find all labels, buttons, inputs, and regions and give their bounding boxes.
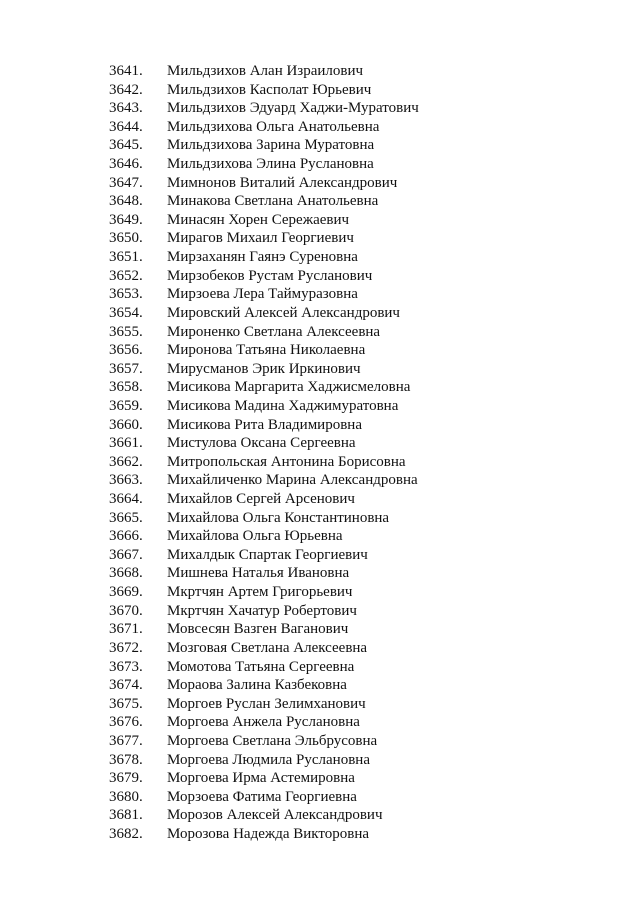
list-item bbox=[109, 267, 419, 286]
list-item bbox=[109, 285, 419, 304]
list-item bbox=[109, 155, 419, 174]
entry-number: 3665. bbox=[109, 509, 143, 526]
list-item bbox=[109, 378, 419, 397]
entry-number: 3682. bbox=[109, 825, 143, 842]
entry-number: 3646. bbox=[109, 156, 143, 173]
entry-name: Митропольская Антонина Борисовна bbox=[167, 453, 406, 470]
entry-name: Момотова Татьяна Сергеевна bbox=[167, 658, 355, 675]
entry-name: Морзоева Фатима Георгиевна bbox=[167, 788, 357, 805]
list-item bbox=[109, 323, 419, 342]
list-item bbox=[109, 192, 419, 211]
entry-name: Мировский Алексей Александрович bbox=[167, 304, 400, 321]
entry-number: 3662. bbox=[109, 453, 143, 470]
entry-name: Михайлова Ольга Юрьевна bbox=[167, 528, 343, 545]
list-item bbox=[109, 806, 419, 825]
entry-number: 3670. bbox=[109, 602, 143, 619]
entry-name: Мовсесян Вазген Ваганович bbox=[167, 621, 349, 638]
entry-number: 3642. bbox=[109, 81, 143, 98]
list-item bbox=[109, 713, 419, 732]
entry-number: 3681. bbox=[109, 807, 143, 824]
entry-number: 3656. bbox=[109, 342, 143, 359]
name-list bbox=[109, 62, 419, 844]
entry-name: Мильдзихова Элина Руслановна bbox=[167, 156, 374, 173]
entry-name: Михалдык Спартак Георгиевич bbox=[167, 546, 368, 563]
entry-name: Михайлова Ольга Константиновна bbox=[167, 509, 390, 526]
list-item bbox=[109, 304, 419, 323]
entry-number: 3674. bbox=[109, 677, 143, 694]
entry-number: 3658. bbox=[109, 379, 143, 396]
entry-name: Моргоев Руслан Зелимханович bbox=[167, 695, 366, 712]
entry-number: 3668. bbox=[109, 565, 143, 582]
list-item bbox=[109, 825, 419, 844]
entry-number: 3660. bbox=[109, 416, 143, 433]
entry-name: Моргоева Ирма Астемировна bbox=[167, 770, 355, 787]
entry-number: 3666. bbox=[109, 528, 143, 545]
entry-name: Мильдзихов Алан Израилович bbox=[167, 63, 364, 79]
list-item bbox=[109, 471, 419, 490]
entry-number: 3653. bbox=[109, 286, 143, 303]
entry-name: Мкртчян Хачатур Робертович bbox=[167, 602, 357, 619]
list-item bbox=[109, 341, 419, 360]
list-item bbox=[109, 211, 419, 230]
entry-number: 3654. bbox=[109, 304, 143, 321]
list-item bbox=[109, 583, 419, 602]
list-item bbox=[109, 769, 419, 788]
list-item bbox=[109, 602, 419, 621]
entry-name: Мисикова Рита Владимировна bbox=[167, 416, 362, 433]
entry-name: Моргоева Светлана Эльбрусовна bbox=[167, 732, 378, 749]
list-item bbox=[109, 453, 419, 472]
entry-number: 3659. bbox=[109, 397, 143, 414]
entry-name: Моргоева Людмила Руслановна bbox=[167, 751, 370, 768]
entry-number: 3647. bbox=[109, 174, 143, 191]
entry-name: Морозова Надежда Викторовна bbox=[167, 825, 370, 842]
entry-name: Мирусманов Эрик Иркинович bbox=[167, 360, 361, 377]
entry-number: 3672. bbox=[109, 639, 143, 656]
entry-number: 3673. bbox=[109, 658, 143, 675]
list-item bbox=[109, 788, 419, 807]
entry-number: 3651. bbox=[109, 249, 143, 266]
entry-name: Мораова Залина Казбековна bbox=[167, 677, 347, 694]
list-item bbox=[109, 118, 419, 137]
entry-number: 3680. bbox=[109, 788, 143, 805]
entry-name: Мирзоева Лера Таймуразовна bbox=[167, 286, 358, 303]
list-item bbox=[109, 81, 419, 100]
entry-name: Мирзаханян Гаянэ Суреновна bbox=[167, 249, 358, 266]
list-item bbox=[109, 658, 419, 677]
entry-name: Михайлов Сергей Арсенович bbox=[167, 491, 355, 508]
list-item bbox=[109, 639, 419, 658]
list-item bbox=[109, 695, 419, 714]
entry-name: Минакова Светлана Анатольевна bbox=[167, 193, 379, 210]
list-item bbox=[109, 62, 419, 81]
entry-number: 3664. bbox=[109, 491, 143, 508]
entry-number: 3679. bbox=[109, 770, 143, 787]
entry-number: 3649. bbox=[109, 211, 143, 228]
entry-number: 3675. bbox=[109, 695, 143, 712]
entry-name: Мистулова Оксана Сергеевна bbox=[167, 435, 356, 452]
list-item bbox=[109, 99, 419, 118]
entry-number: 3669. bbox=[109, 584, 143, 601]
list-item bbox=[109, 229, 419, 248]
list-item bbox=[109, 416, 419, 435]
entry-number: 3641. bbox=[109, 63, 143, 79]
entry-name: Михайличенко Марина Александровна bbox=[167, 472, 418, 489]
list-item bbox=[109, 490, 419, 509]
entry-number: 3663. bbox=[109, 472, 143, 489]
entry-number: 3643. bbox=[109, 100, 143, 117]
entry-number: 3676. bbox=[109, 714, 143, 731]
entry-number: 3667. bbox=[109, 546, 143, 563]
list-item bbox=[109, 546, 419, 565]
list-item bbox=[109, 248, 419, 267]
entry-name: Мирагов Михаил Георгиевич bbox=[167, 230, 354, 247]
list-item bbox=[109, 676, 419, 695]
entry-name: Мозговая Светлана Алексеевна bbox=[167, 639, 368, 656]
list-item bbox=[109, 397, 419, 416]
entry-number: 3661. bbox=[109, 435, 143, 452]
entry-name: Мильдзихов Эдуард Хаджи-Муратович bbox=[167, 100, 419, 117]
entry-name: Моргоева Анжела Руслановна bbox=[167, 714, 360, 731]
entry-name: Мирзобеков Рустам Русланович bbox=[167, 267, 373, 284]
entry-name: Морозов Алексей Александрович bbox=[167, 807, 383, 824]
entry-number: 3645. bbox=[109, 137, 143, 154]
entry-name: Мисикова Мадина Хаджимуратовна bbox=[167, 397, 399, 414]
entry-name: Мишнева Наталья Ивановна bbox=[167, 565, 350, 582]
list-item bbox=[109, 527, 419, 546]
entry-number: 3644. bbox=[109, 118, 143, 135]
entry-name: Мильдзихов Касполат Юрьевич bbox=[167, 81, 372, 98]
list-item bbox=[109, 136, 419, 155]
entry-name: Минасян Хорен Сережаевич bbox=[167, 211, 350, 228]
list-item bbox=[109, 564, 419, 583]
list-item bbox=[109, 509, 419, 528]
list-item bbox=[109, 751, 419, 770]
entry-number: 3678. bbox=[109, 751, 143, 768]
entry-number: 3655. bbox=[109, 323, 143, 340]
list-item bbox=[109, 434, 419, 453]
list-item bbox=[109, 620, 419, 639]
entry-number: 3652. bbox=[109, 267, 143, 284]
entry-name: Мкртчян Артем Григорьевич bbox=[167, 584, 353, 601]
entry-name: Мисикова Маргарита Хаджисмеловна bbox=[167, 379, 411, 396]
entry-name: Мироненко Светлана Алексеевна bbox=[167, 323, 381, 340]
list-item bbox=[109, 732, 419, 751]
entry-number: 3677. bbox=[109, 732, 143, 749]
entry-number: 3671. bbox=[109, 621, 143, 638]
entry-number: 3650. bbox=[109, 230, 143, 247]
entry-number: 3648. bbox=[109, 193, 143, 210]
entry-name: Мильдзихова Ольга Анатольевна bbox=[167, 118, 380, 135]
list-item bbox=[109, 174, 419, 193]
entry-name: Мильдзихова Зарина Муратовна bbox=[167, 137, 375, 154]
entry-name: Мимнонов Виталий Александрович bbox=[167, 174, 398, 191]
entry-name: Миронова Татьяна Николаевна bbox=[167, 342, 366, 359]
list-item bbox=[109, 360, 419, 379]
entry-number: 3657. bbox=[109, 360, 143, 377]
